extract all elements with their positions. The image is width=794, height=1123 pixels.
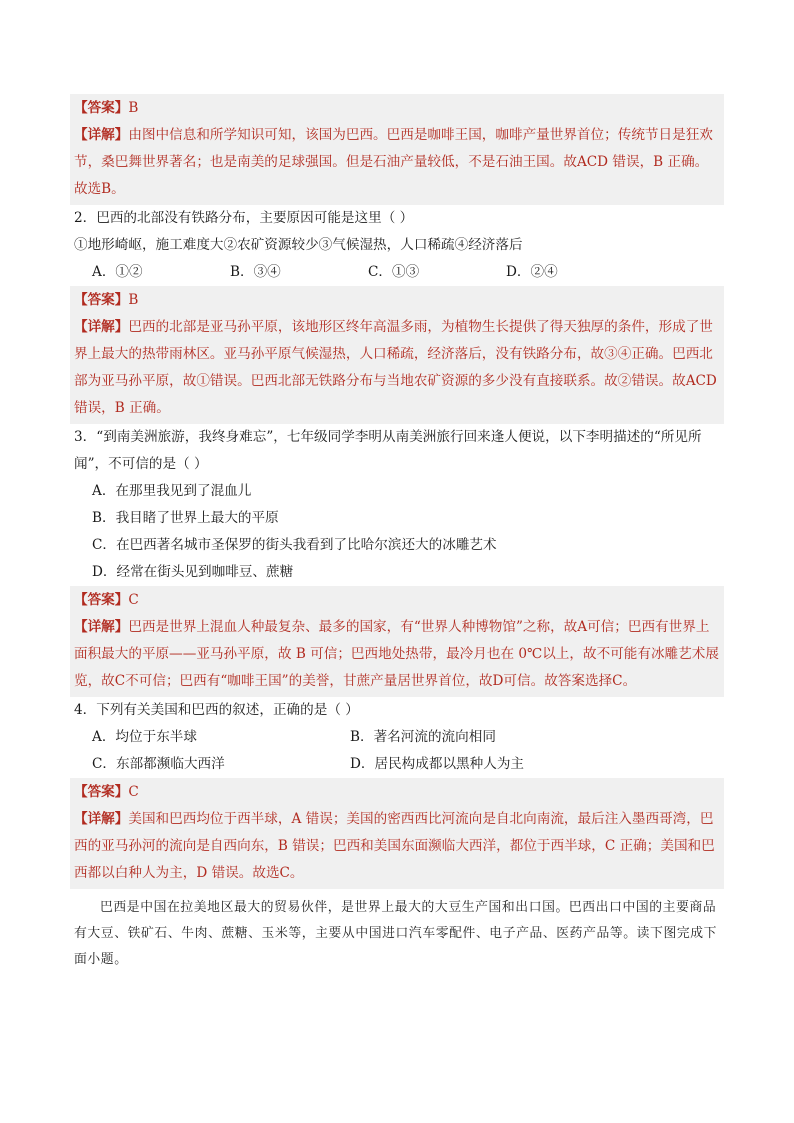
q4-options-row-2 [70, 751, 724, 778]
detail-text: 巴西的北部是亚马孙平原，该地形区终年高温多雨，为植物生长提供了得天独厚的条件，形成了世界上最大的热带雨林区。亚马孙平原气候湿热，人口稀疏，经济落后，没有铁路分布，故③④正确。巴西北部为亚马孙平原，故①错误。巴西北部无铁路分布与当地农矿资源的多少没有直接联系。故②错误。故ACD 错误，B 正确。 [74, 319, 717, 416]
q1-answer [74, 95, 720, 122]
answer-tag: 【答案】 [74, 592, 129, 608]
option-c: C．东部都濒临大西洋 [92, 756, 225, 772]
detail-text: 由图中信息和所学知识可知，该国为巴西。巴西是咖啡王国，咖啡产量世界首位；传统节日是狂欢节，桑巴舞世界著名；也是南美的足球强国。但是石油产量较低，不是石油王国。故ACD 错误，B 正确。故选B。 [74, 127, 713, 197]
q2-options [70, 259, 724, 286]
detail-text: 美国和巴西均位于西半球，A 错误；美国的密西西比河流向是自北向南流，最后注入墨西哥湾，巴西的亚马孙河的流向是自西向东，B 错误；巴西和美国东面濒临大西洋，都位于西半球，C 正确；美国和巴西都以白种人为主，D 错误。故选C。 [74, 811, 715, 881]
detail-tag: 【详解】 [74, 127, 129, 143]
q3-stem: 3．“到南美洲旅游，我终身难忘”，七年级同学李明从南美洲旅行回来逢人便说，以下李明描述的“所见所闻”，不可信的是（ ） [74, 429, 702, 472]
answer-value: C [128, 592, 139, 608]
q2-detail [74, 314, 720, 422]
detail-tag: 【详解】 [74, 811, 129, 827]
option-d: D．②④ [506, 264, 558, 280]
q4-detail [74, 806, 720, 887]
answer-value: B [128, 292, 139, 308]
q4-answer [74, 779, 720, 806]
option-a: A．均位于东半球 [92, 729, 197, 745]
detail-tag: 【详解】 [74, 319, 129, 335]
detail-tag: 【详解】 [74, 619, 129, 635]
answer-value: C [128, 784, 139, 800]
q2-statements: ①地形崎岖，施工难度大②农矿资源较少③气候湿热，人口稀疏④经济落后 [74, 237, 523, 253]
q4-answer-block [70, 778, 724, 889]
q4-options-row-1 [70, 724, 724, 751]
q1-answer-block [70, 94, 724, 205]
option-c: C．①③ [368, 264, 420, 280]
q3-answer [74, 587, 720, 614]
q3-detail [74, 614, 720, 695]
option-c: C．在巴西著名城市圣保罗的街头我看到了比哈尔滨还大的冰雕艺术 [92, 537, 497, 553]
q2-answer [74, 287, 720, 314]
document-content [70, 94, 724, 973]
detail-text: 巴西是世界上混血人种最复杂、最多的国家，有“世界人种博物馆”之称，故A可信；巴西有世界上面积最大的平原——亚马孙平原，故 B 可信；巴西地处热带，最冷月也在 0℃以上，故不可能有冰雕艺术展览，故C不可信；巴西有“咖啡王国”的美誉，甘蔗产量居世界首位，故D可信。故答案选择C。 [74, 619, 719, 689]
answer-tag: 【答案】 [74, 292, 129, 308]
q2-answer-block [70, 286, 724, 424]
option-d: D．经常在街头见到咖啡豆、蔗糖 [92, 564, 294, 580]
option-b: B．著名河流的流向相同 [350, 729, 496, 745]
q3-answer-block [70, 586, 724, 697]
option-d: D．居民构成都以黑种人为主 [350, 756, 525, 772]
option-b: B．我目睹了世界上最大的平原 [92, 510, 279, 526]
option-a: A．①② [92, 264, 143, 280]
option-b: B．③④ [230, 264, 281, 280]
answer-tag: 【答案】 [74, 100, 129, 116]
option-a: A．在那里我见到了混血儿 [92, 483, 252, 499]
answer-tag: 【答案】 [74, 784, 129, 800]
q1-detail [74, 122, 720, 203]
q4-stem: 4．下列有关美国和巴西的叙述，正确的是（ ） [74, 702, 359, 718]
answer-value: B [128, 100, 139, 116]
reading-passage: 巴西是中国在拉美地区最大的贸易伙伴，是世界上最大的大豆生产国和出口国。巴西出口中国的主要商品有大豆、铁矿石、牛肉、蔗糖、玉米等，主要从中国进口汽车零配件、电子产品、医药产品等。读下图完成下面小题。 [74, 900, 718, 967]
q2-stem: 2．巴西的北部没有铁路分布，主要原因可能是这里（ ） [74, 210, 414, 226]
